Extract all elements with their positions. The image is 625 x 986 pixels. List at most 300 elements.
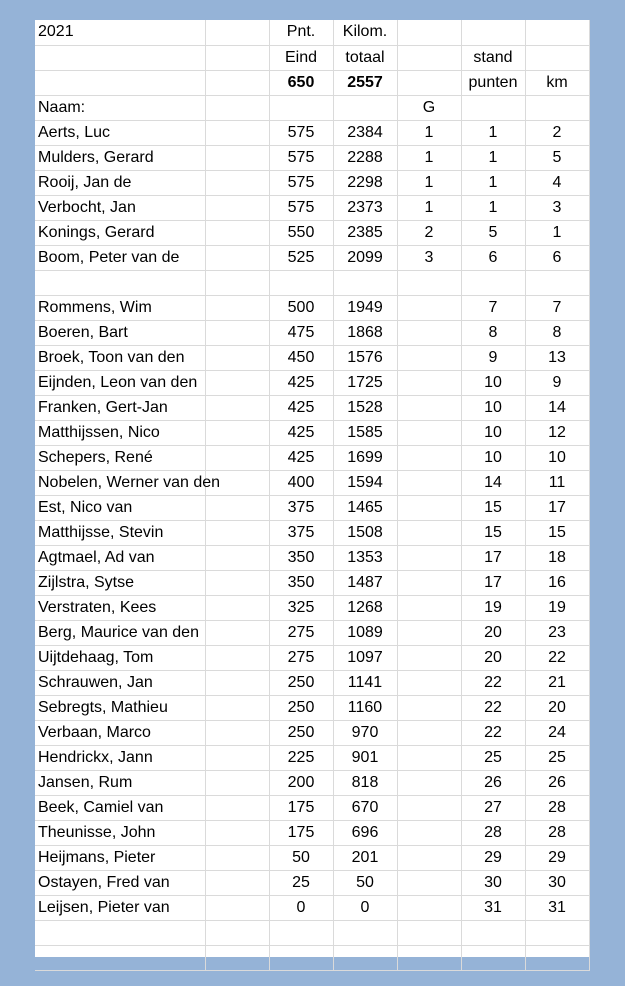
name-cell[interactable] [35,320,205,345]
empty-cell[interactable] [205,120,269,145]
g-cell[interactable]: 1 [397,120,461,145]
rank-km-cell[interactable]: 21 [525,670,589,695]
km-total-cell[interactable]: 1576 [333,345,397,370]
g-cell[interactable]: 3 [397,245,461,270]
points-cell[interactable]: 475 [269,320,333,345]
rank-km-cell[interactable]: 16 [525,570,589,595]
name-cell[interactable] [35,520,205,545]
name-text: Matthijsse, Stevin [38,523,164,541]
points-cell[interactable]: 575 [269,170,333,195]
table-row [35,870,589,895]
rank-points-cell[interactable]: 7 [461,295,525,320]
rank-points-cell[interactable]: 8 [461,320,525,345]
km-total-cell[interactable]: 1160 [333,695,397,720]
empty-cell[interactable] [205,595,269,620]
rank-km-cell[interactable]: 30 [525,870,589,895]
rank-points-cell[interactable]: 22 [461,720,525,745]
rank-points-cell[interactable] [461,945,525,970]
empty-cell[interactable] [205,820,269,845]
table-row [35,220,589,245]
km-total-cell[interactable]: 50 [333,870,397,895]
empty-cell[interactable] [205,770,269,795]
rank-km-cell[interactable]: 12 [525,420,589,445]
points-cell[interactable]: 350 [269,570,333,595]
km-total-cell[interactable]: 2298 [333,170,397,195]
rank-points-cell[interactable]: 22 [461,695,525,720]
empty-cell[interactable] [205,670,269,695]
table-row [35,645,589,670]
rank-km-cell[interactable] [525,270,589,295]
rank-km-cell[interactable]: 2 [525,120,589,145]
empty-cell[interactable] [205,695,269,720]
rank-km-cell[interactable]: 10 [525,445,589,470]
km-total-cell[interactable]: 1528 [333,395,397,420]
name-cell[interactable] [35,245,205,270]
km-total-cell[interactable]: 1487 [333,570,397,595]
table-row [35,270,589,295]
rank-points-cell[interactable]: 1 [461,145,525,170]
km-total-cell[interactable] [333,920,397,945]
name-cell[interactable] [35,745,205,770]
name-cell[interactable] [35,670,205,695]
name-text: Est, Nico van [38,498,133,516]
rank-points-cell[interactable]: 26 [461,770,525,795]
rank-km-cell[interactable]: 28 [525,820,589,845]
empty-cell[interactable] [461,20,525,45]
g-cell[interactable]: 2 [397,220,461,245]
name-text: Verbaan, Marco [38,723,151,741]
table-row [35,720,589,745]
name-text: Franken, Gert-Jan [38,398,168,416]
name-text: Berg, Maurice van den [38,623,199,641]
rank-km-cell[interactable]: 15 [525,520,589,545]
name-cell[interactable] [35,395,205,420]
empty-cell[interactable] [461,95,525,120]
table-row [35,445,589,470]
points-cell[interactable]: 25 [269,870,333,895]
rank-km-cell[interactable]: 5 [525,145,589,170]
table-row [35,945,589,970]
name-cell[interactable] [35,270,205,295]
points-cell[interactable]: 200 [269,770,333,795]
empty-cell[interactable] [205,170,269,195]
rank-km-cell[interactable]: 13 [525,345,589,370]
rank-km-cell[interactable]: 3 [525,195,589,220]
rank-km-cell[interactable]: 31 [525,895,589,920]
empty-cell[interactable] [205,145,269,170]
name-text: Mulders, Gerard [38,148,154,166]
name-cell[interactable] [35,345,205,370]
table-row [35,520,589,545]
km-total-cell[interactable]: 2385 [333,220,397,245]
rank-km-cell[interactable] [525,920,589,945]
g-cell[interactable] [397,720,461,745]
points-cell[interactable]: 175 [269,795,333,820]
name-text: Verbocht, Jan [38,198,136,216]
name-cell[interactable] [35,720,205,745]
name-cell[interactable] [35,870,205,895]
km-total-cell[interactable]: 1353 [333,545,397,570]
rank-km-cell[interactable]: 25 [525,745,589,770]
name-cell[interactable] [35,545,205,570]
rank-km-cell[interactable]: 17 [525,495,589,520]
g-cell[interactable] [397,870,461,895]
totaal-label-cell[interactable]: totaal [333,45,397,70]
points-cell[interactable]: 0 [269,895,333,920]
km-total-cell[interactable]: 2384 [333,120,397,145]
empty-cell[interactable] [35,45,205,70]
rank-points-cell[interactable]: 14 [461,470,525,495]
empty-cell[interactable] [525,95,589,120]
g-cell[interactable] [397,545,461,570]
header-row-3 [35,70,589,95]
g-cell[interactable] [397,895,461,920]
empty-cell[interactable] [205,870,269,895]
empty-cell[interactable] [205,795,269,820]
rank-km-cell[interactable]: 24 [525,720,589,745]
name-cell[interactable] [35,770,205,795]
table-row [35,195,589,220]
empty-cell[interactable] [205,445,269,470]
km-total-cell[interactable]: 1868 [333,320,397,345]
km-total-cell[interactable]: 1585 [333,420,397,445]
km-total-cell[interactable]: 2557 [333,70,397,95]
rank-points-cell[interactable]: 31 [461,895,525,920]
rank-points-cell[interactable]: 29 [461,845,525,870]
empty-cell[interactable] [397,45,461,70]
empty-cell[interactable] [525,45,589,70]
name-cell[interactable] [35,945,205,970]
g-cell[interactable] [397,670,461,695]
g-cell[interactable]: 1 [397,145,461,170]
empty-cell[interactable] [397,70,461,95]
g-cell[interactable] [397,695,461,720]
rank-points-cell[interactable]: 20 [461,620,525,645]
empty-cell[interactable] [205,220,269,245]
empty-cell[interactable] [205,395,269,420]
empty-cell[interactable] [205,645,269,670]
points-cell[interactable]: 275 [269,645,333,670]
rank-points-cell[interactable]: 10 [461,445,525,470]
rank-points-cell[interactable]: 27 [461,795,525,820]
km-total-cell[interactable] [333,270,397,295]
empty-cell[interactable] [205,320,269,345]
rank-km-cell[interactable]: 29 [525,845,589,870]
name-cell[interactable] [35,420,205,445]
empty-cell[interactable] [205,520,269,545]
name-cell[interactable] [35,445,205,470]
g-cell[interactable] [397,770,461,795]
pnt-total-cell[interactable]: 650 [269,70,333,95]
points-cell[interactable]: 425 [269,420,333,445]
g-cell[interactable] [397,620,461,645]
empty-cell[interactable] [205,545,269,570]
name-cell[interactable] [35,845,205,870]
rank-points-cell[interactable]: 1 [461,195,525,220]
name-text: Schepers, René [38,448,153,466]
name-cell[interactable] [35,920,205,945]
rank-points-cell[interactable]: 6 [461,245,525,270]
rank-points-cell[interactable]: 10 [461,370,525,395]
points-cell[interactable]: 425 [269,370,333,395]
table-row [35,845,589,870]
name-cell[interactable] [35,470,221,495]
g-cell[interactable] [397,595,461,620]
points-cell[interactable]: 575 [269,195,333,220]
g-cell[interactable] [397,570,461,595]
empty-cell[interactable] [205,20,269,45]
km-total-cell[interactable]: 1465 [333,495,397,520]
points-cell[interactable]: 550 [269,220,333,245]
points-cell[interactable]: 275 [269,620,333,645]
points-cell[interactable]: 525 [269,245,333,270]
empty-cell[interactable] [205,945,269,970]
name-text: Rooij, Jan de [38,173,132,191]
km-total-cell[interactable] [333,945,397,970]
km-total-cell[interactable]: 670 [333,795,397,820]
name-text: Verstraten, Kees [38,598,157,616]
name-text: Matthijssen, Nico [38,423,160,441]
name-text: Boom, Peter van de [38,248,180,266]
stand-label-cell[interactable]: stand [461,45,525,70]
km-total-cell[interactable]: 1508 [333,520,397,545]
name-cell[interactable] [35,795,205,820]
name-cell[interactable] [35,620,205,645]
rank-points-cell[interactable]: 17 [461,570,525,595]
empty-cell[interactable] [35,70,205,95]
points-cell[interactable]: 500 [269,295,333,320]
empty-cell[interactable] [205,95,269,120]
name-cell[interactable] [35,820,205,845]
rank-km-cell[interactable]: 6 [525,245,589,270]
empty-cell[interactable] [205,620,269,645]
points-cell[interactable]: 425 [269,445,333,470]
name-cell[interactable] [35,170,205,195]
points-cell[interactable] [269,920,333,945]
rank-km-cell[interactable]: 9 [525,370,589,395]
rank-points-cell[interactable]: 1 [461,170,525,195]
name-cell[interactable] [35,595,205,620]
g-cell[interactable] [397,520,461,545]
points-cell[interactable]: 375 [269,520,333,545]
km-total-cell[interactable]: 1089 [333,620,397,645]
points-cell[interactable]: 575 [269,120,333,145]
year-cell[interactable]: 2021 [35,20,205,45]
name-cell[interactable] [35,295,205,320]
empty-cell[interactable] [205,720,269,745]
g-cell[interactable] [397,820,461,845]
points-cell[interactable]: 450 [269,345,333,370]
empty-cell[interactable] [205,370,269,395]
points-cell[interactable] [269,270,333,295]
g-cell[interactable] [397,345,461,370]
rank-points-cell[interactable]: 20 [461,645,525,670]
rank-points-cell[interactable]: 19 [461,595,525,620]
km-total-cell[interactable]: 1141 [333,670,397,695]
name-cell[interactable] [35,220,205,245]
g-cell[interactable] [397,295,461,320]
points-cell[interactable]: 575 [269,145,333,170]
name-cell[interactable] [35,645,205,670]
name-cell[interactable] [35,695,205,720]
points-cell[interactable]: 350 [269,545,333,570]
name-text: Aerts, Luc [38,123,111,141]
g-cell[interactable] [397,645,461,670]
empty-cell[interactable] [205,70,269,95]
g-cell[interactable] [397,495,461,520]
rank-km-cell[interactable]: 23 [525,620,589,645]
rank-points-cell[interactable]: 22 [461,670,525,695]
name-text: Leijsen, Pieter van [38,898,170,916]
points-cell[interactable]: 175 [269,820,333,845]
table-row [35,820,589,845]
table-row [35,370,589,395]
km-total-cell[interactable]: 818 [333,770,397,795]
rank-points-cell[interactable]: 15 [461,495,525,520]
g-cell[interactable] [397,745,461,770]
km-total-cell[interactable]: 2288 [333,145,397,170]
rank-points-cell[interactable]: 15 [461,520,525,545]
km-total-cell[interactable]: 1594 [333,470,397,495]
punten-label-cell[interactable]: punten [461,70,525,95]
empty-cell[interactable] [525,20,589,45]
points-cell[interactable]: 50 [269,845,333,870]
rank-km-cell[interactable]: 19 [525,595,589,620]
rank-km-cell[interactable]: 4 [525,170,589,195]
points-cell[interactable]: 325 [269,595,333,620]
km-total-cell[interactable]: 1268 [333,595,397,620]
km-label-cell[interactable]: km [525,70,589,95]
g-cell[interactable] [397,920,461,945]
table-row [35,170,589,195]
g-cell[interactable] [397,395,461,420]
empty-cell[interactable] [205,845,269,870]
empty-cell[interactable] [205,895,269,920]
rank-km-cell[interactable]: 22 [525,645,589,670]
empty-cell[interactable] [205,495,269,520]
g-cell[interactable] [397,320,461,345]
rank-points-cell[interactable]: 28 [461,820,525,845]
g-cell[interactable] [397,470,461,495]
rank-km-cell[interactable]: 11 [525,470,589,495]
empty-cell[interactable] [205,45,269,70]
g-cell[interactable]: 1 [397,170,461,195]
rank-km-cell[interactable] [525,945,589,970]
points-cell[interactable]: 375 [269,495,333,520]
km-total-cell[interactable]: 1949 [333,295,397,320]
name-cell[interactable] [35,195,205,220]
empty-cell[interactable] [205,920,269,945]
points-cell[interactable]: 425 [269,395,333,420]
rank-km-cell[interactable]: 26 [525,770,589,795]
table-row [35,295,589,320]
g-cell[interactable] [397,795,461,820]
points-cell[interactable] [269,945,333,970]
empty-cell[interactable] [205,570,269,595]
name-cell[interactable] [35,120,205,145]
rank-points-cell[interactable]: 30 [461,870,525,895]
kilom-label-cell[interactable]: Kilom. [333,20,397,45]
name-cell[interactable] [35,495,205,520]
km-total-cell[interactable]: 2099 [333,245,397,270]
name-text: Rommens, Wim [38,298,152,316]
km-total-cell[interactable]: 2373 [333,195,397,220]
rank-points-cell[interactable]: 25 [461,745,525,770]
empty-cell[interactable] [205,745,269,770]
name-cell[interactable] [35,895,205,920]
spreadsheet [35,20,589,957]
rank-km-cell[interactable]: 20 [525,695,589,720]
g-cell[interactable] [397,420,461,445]
g-cell[interactable] [397,845,461,870]
rank-points-cell[interactable]: 1 [461,120,525,145]
rank-points-cell[interactable]: 5 [461,220,525,245]
empty-cell[interactable] [333,95,397,120]
points-cell[interactable]: 250 [269,720,333,745]
rank-points-cell[interactable]: 10 [461,395,525,420]
g-cell[interactable] [397,945,461,970]
km-total-cell[interactable]: 201 [333,845,397,870]
km-total-cell[interactable]: 0 [333,895,397,920]
points-cell[interactable]: 250 [269,695,333,720]
empty-cell[interactable] [205,345,269,370]
points-cell[interactable]: 225 [269,745,333,770]
km-total-cell[interactable]: 696 [333,820,397,845]
rank-points-cell[interactable]: 10 [461,420,525,445]
km-total-cell[interactable]: 1097 [333,645,397,670]
g-cell[interactable] [397,270,461,295]
table-row [35,545,589,570]
rank-km-cell[interactable]: 28 [525,795,589,820]
km-total-cell[interactable]: 1725 [333,370,397,395]
rank-km-cell[interactable]: 8 [525,320,589,345]
rank-km-cell[interactable]: 7 [525,295,589,320]
table-row [35,595,589,620]
empty-cell[interactable] [205,420,269,445]
pnt-label-cell[interactable]: Pnt. [269,20,333,45]
g-label-cell[interactable]: G [397,95,461,120]
g-cell[interactable] [397,370,461,395]
name-cell[interactable] [35,370,205,395]
empty-cell[interactable] [205,270,269,295]
empty-cell[interactable] [205,295,269,320]
empty-cell[interactable] [205,195,269,220]
km-total-cell[interactable]: 970 [333,720,397,745]
name-cell[interactable] [35,570,205,595]
rank-km-cell[interactable]: 18 [525,545,589,570]
g-cell[interactable]: 1 [397,195,461,220]
points-cell[interactable]: 250 [269,670,333,695]
empty-cell[interactable] [269,95,333,120]
naam-label-cell[interactable]: Naam: [35,95,205,120]
g-cell[interactable] [397,445,461,470]
rank-km-cell[interactable]: 1 [525,220,589,245]
rank-points-cell[interactable]: 9 [461,345,525,370]
name-cell[interactable] [35,145,205,170]
rank-km-cell[interactable]: 14 [525,395,589,420]
km-total-cell[interactable]: 1699 [333,445,397,470]
empty-cell[interactable] [397,20,461,45]
rank-points-cell[interactable] [461,270,525,295]
table-row [35,495,589,520]
table-body [35,20,589,970]
km-total-cell[interactable]: 901 [333,745,397,770]
rank-points-cell[interactable]: 17 [461,545,525,570]
points-cell[interactable]: 400 [269,470,333,495]
eind-label-cell[interactable]: Eind [269,45,333,70]
rank-points-cell[interactable] [461,920,525,945]
empty-cell[interactable] [205,245,269,270]
